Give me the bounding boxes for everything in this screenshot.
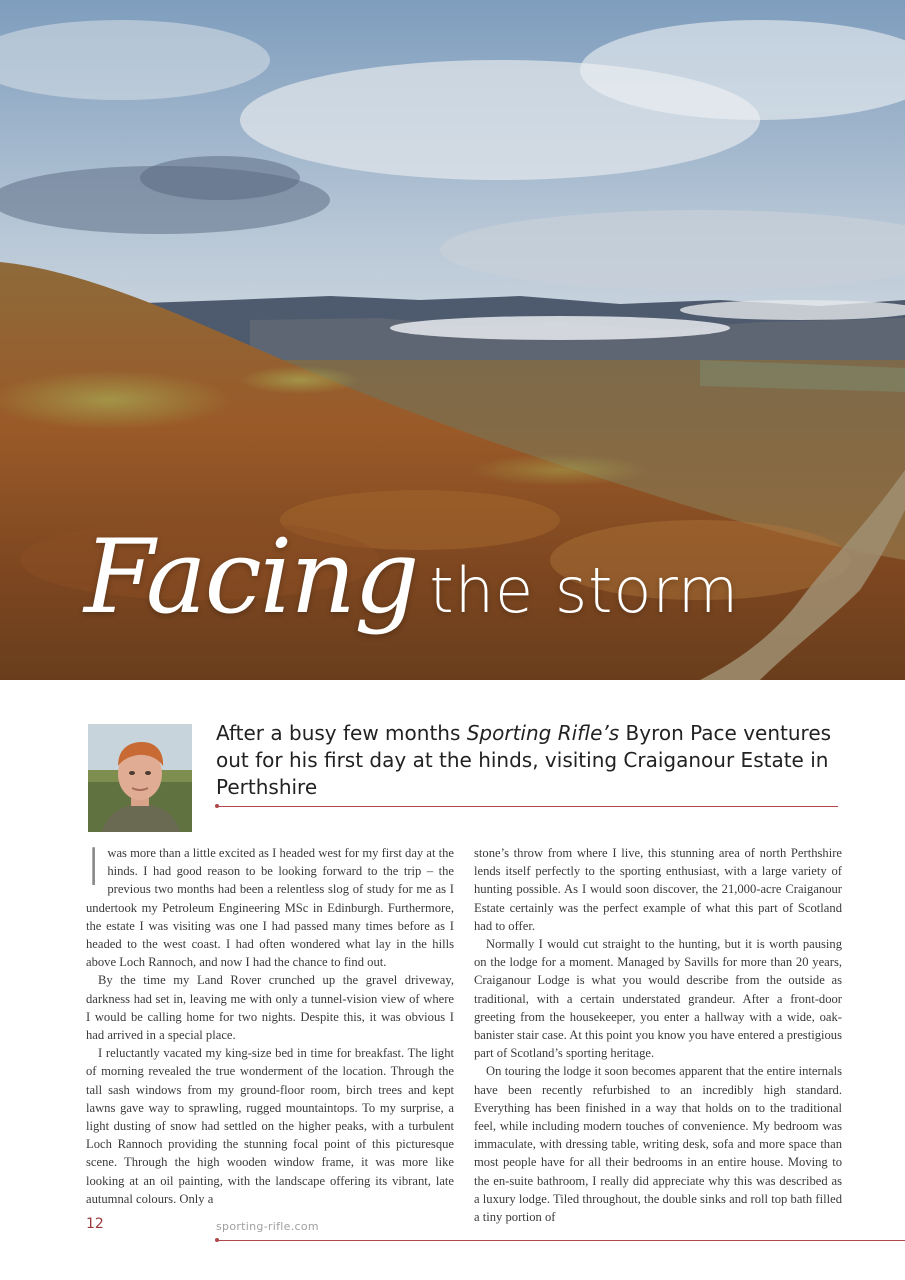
- footer-website: sporting-rifle.com: [216, 1220, 319, 1233]
- title-script: Facing: [84, 518, 418, 637]
- body-column-1: [86, 838, 454, 1208]
- title-plain: the storm: [429, 554, 740, 627]
- author-photo: [88, 724, 192, 832]
- standfirst-rule-dot: [215, 804, 219, 808]
- standfirst-rule: [216, 806, 838, 807]
- standfirst-text: After a busy few months: [216, 721, 467, 745]
- publication-name: Sporting Rifle’s: [466, 721, 620, 745]
- body-paragraph: was more than a little excited as I headed west for my first day at the hinds. I had good reason to be looking forward to the trip – the previous two months had been a relentless slog of study for me as I undertook my Petroleum Engineering MSc in Edinburgh. Furthermore, the estate I was visiting was one I had passed many times before as I headed to the west coast. I had often wondered what lay in the hills above Loch Rannoch, and now I had the chance to find out.: [86, 846, 454, 970]
- footer-rule-dot: [215, 1238, 219, 1242]
- body-paragraph: On touring the lodge it soon becomes apparent that the entire internals have been recently refurbished to an incredibly high standard. Everything has been finished in a way that holds on to the traditional feel, while including modern touches of convenience. My bedroom was immaculate, with dressing table, writing desk, sofa and more space than most people have for all their bedrooms in an entire house. Moving to the en-suite bathroom, I really did appreciate why this was described as a luxury lodge. Tiled throughout, the double sinks and roll top bath filled a tiny portion of: [474, 1064, 842, 1225]
- standfirst-text-continued: Byron Pace ventures out for his first day at the hinds, visiting Craiganour Estate in Perthshire: [216, 721, 832, 799]
- page-number: 12: [86, 1216, 104, 1232]
- footer-rule: [216, 1240, 905, 1241]
- body-column-2: [474, 844, 842, 1226]
- standfirst: [216, 720, 836, 801]
- body-paragraph: By the time my Land Rover crunched up the gravel driveway, darkness had set in, leaving me with only a tunnel-vision view of where I would be calling home for two nights. Despite this, it was obvious I had arrived in a special place.: [86, 973, 454, 1043]
- drop-cap: I: [86, 838, 102, 898]
- body-paragraph: Normally I would cut straight to the hunting, but it is worth pausing on the lodge for a moment. Managed by Savills for more than 20 years, Craiganour Lodge is what you would describe from the outside as traditional, with a certain understated grandeur. After a front-door greeting from the housekeeper, you enter a hallway with a wide, oak-banister stair case. At this point you know you have entered a prestigious part of Scotland’s sporting heritage.: [474, 937, 842, 1061]
- article-title: [84, 518, 884, 637]
- body-paragraph: stone’s throw from where I live, this stunning area of north Perthshire lends itself perfectly to the sporting enthusiast, with a large variety of hunting possible. As I would soon discover, the 21,000-acre Craiganour Estate certainly was the perfect example of what this part of Scotland had to offer.: [474, 846, 842, 933]
- body-paragraph: I reluctantly vacated my king-size bed in time for breakfast. The light of morning revealed the true wonderment of the location. Through the tall sash windows from my ground-floor room, birch trees and kept lawns gave way to sprawling, rugged mountaintops. To my surprise, a light dusting of snow had settled on the higher peaks, with a turbulent Loch Rannoch providing the stunning focal point of this picturesque scene. Through the high wooden window frame, it was more like looking at an oil painting, with the landscape offering its vibrant, late autumnal colours. Only a: [86, 1046, 454, 1206]
